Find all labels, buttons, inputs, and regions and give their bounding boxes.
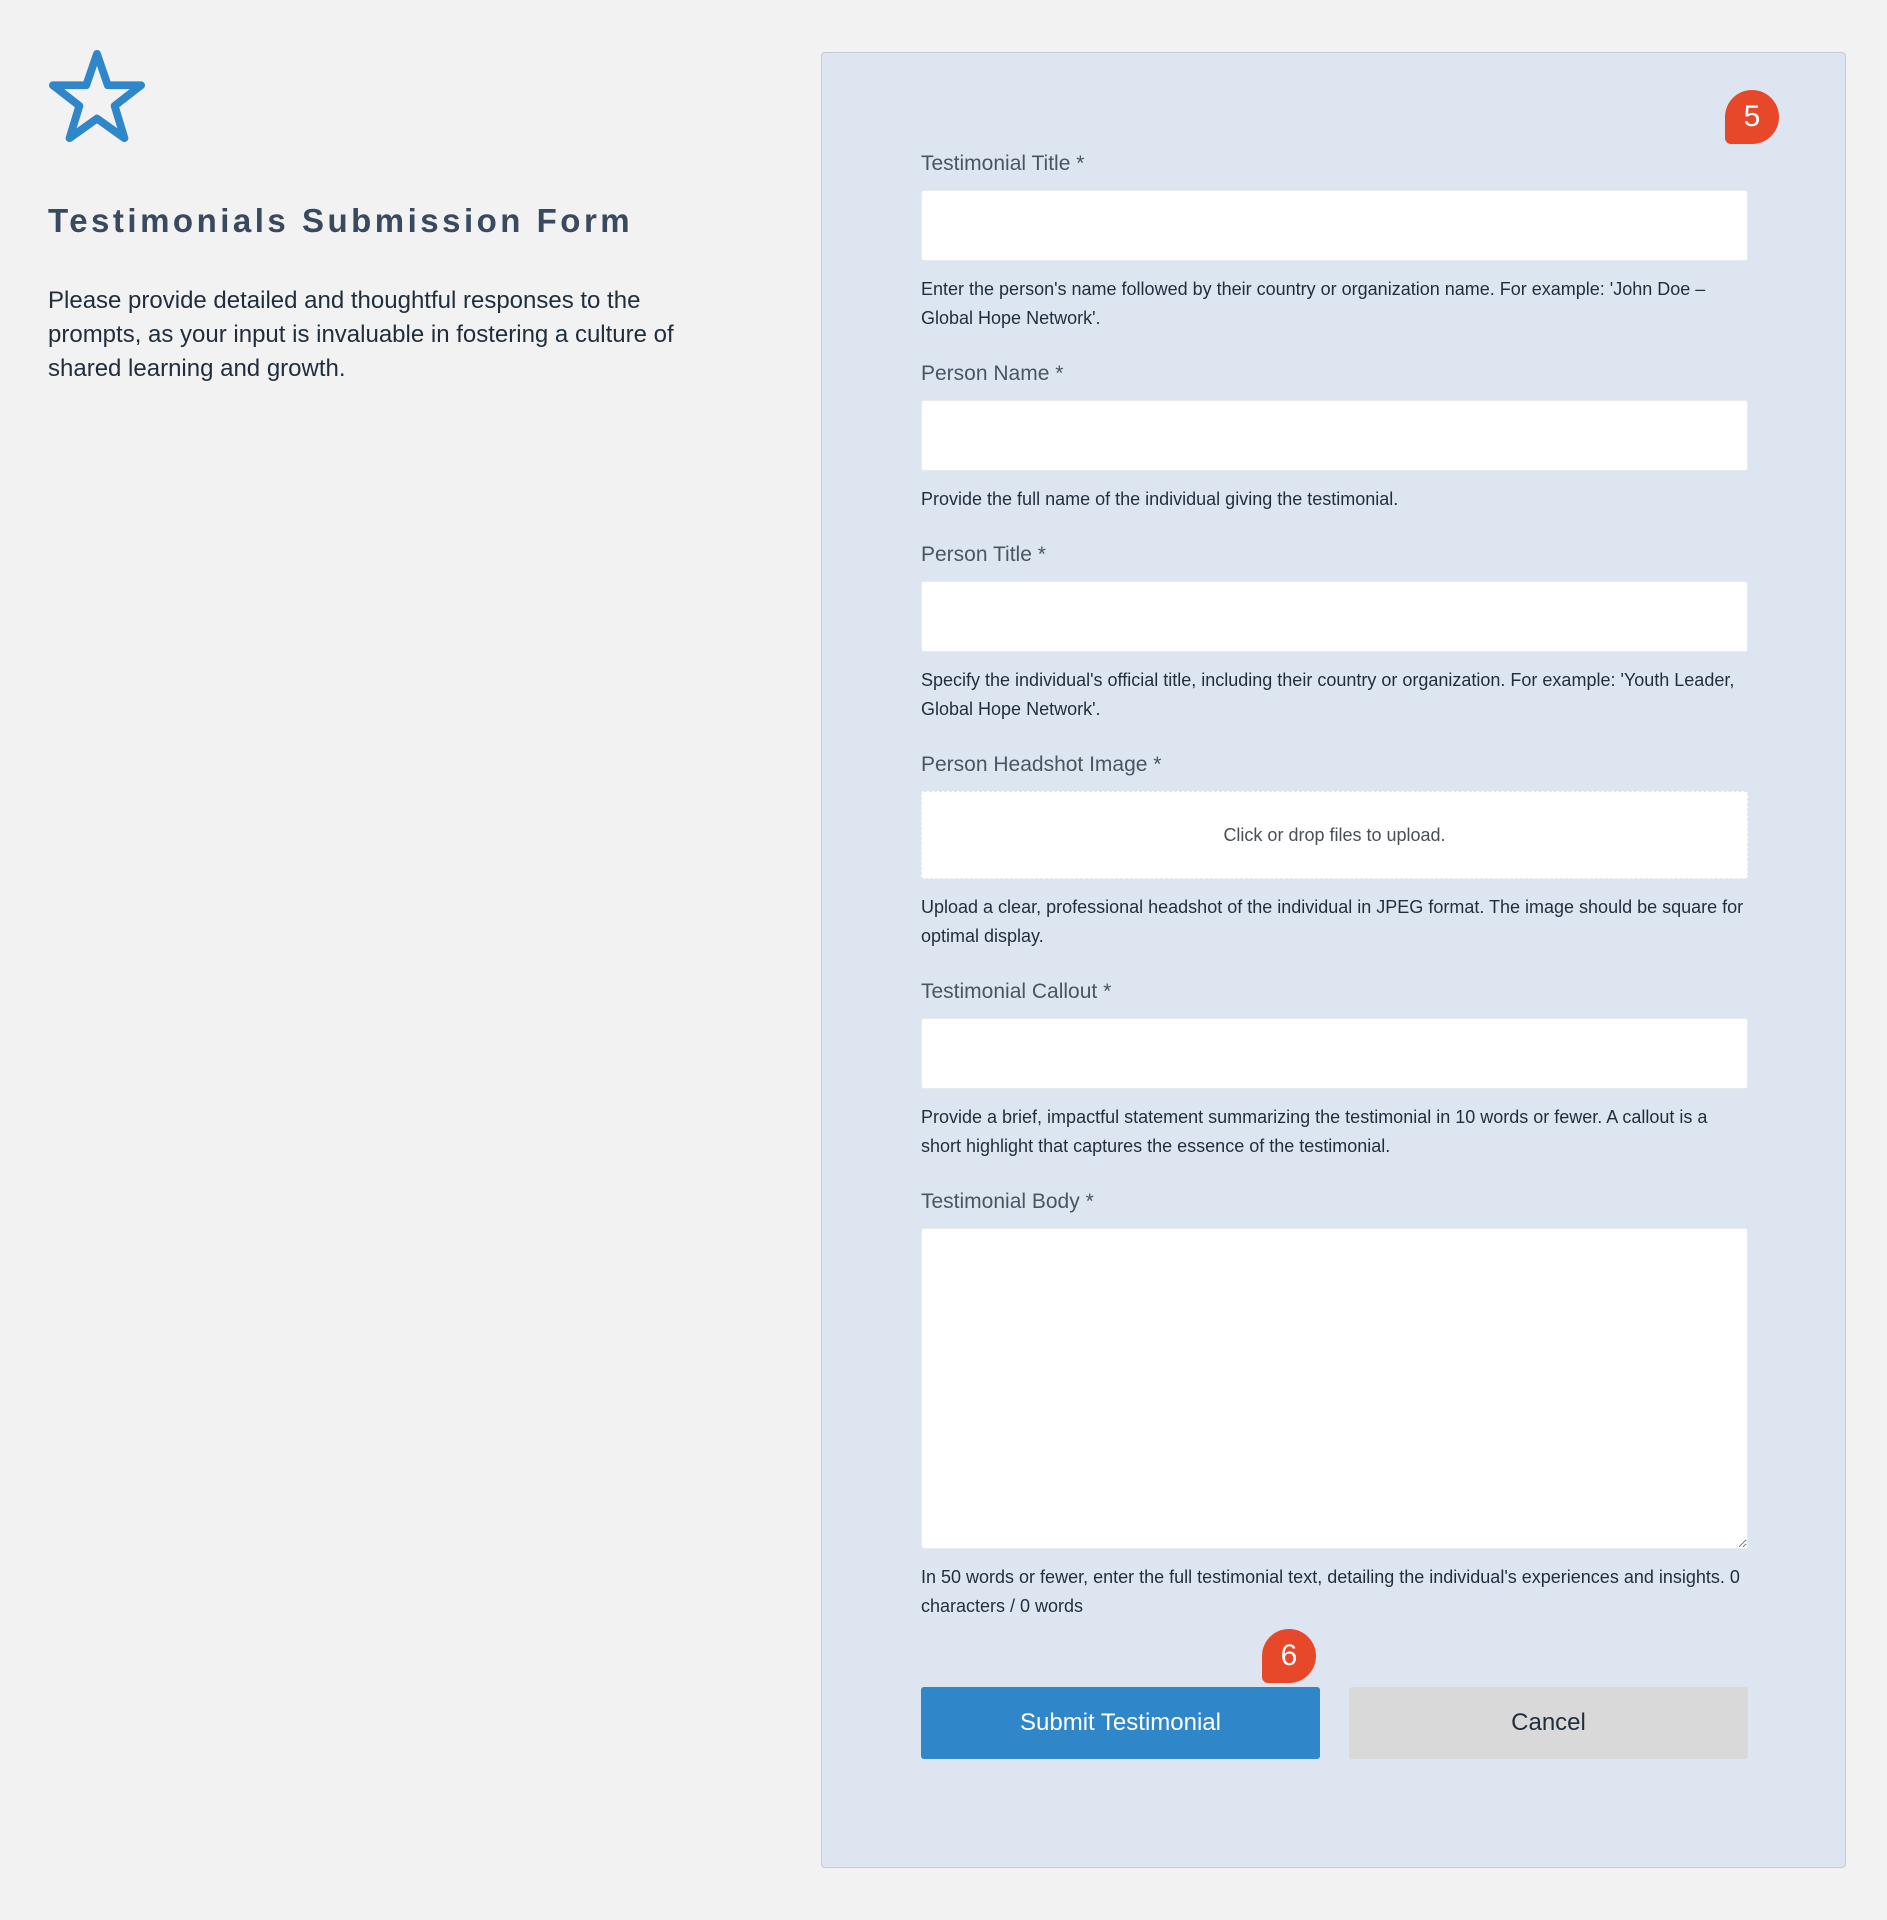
testimonial-title-group [921, 151, 1748, 333]
page-title: Testimonials Submission Form [48, 202, 634, 239]
person-name-label: Person Name * [921, 362, 1064, 385]
submit-testimonial-button[interactable]: Submit Testimonial [921, 1687, 1320, 1759]
form-panel [821, 52, 1846, 1868]
person-name-input[interactable] [921, 400, 1748, 471]
callout-label: Testimonial Callout * [921, 980, 1112, 1003]
headshot-help: Upload a clear, professional headshot of the individual in JPEG format. The image should be square for optimal display. [921, 897, 1744, 946]
body-help: In 50 words or fewer, enter the full testimonial text, detailing the individual's experiences and insights. 0 characters / 0 words [921, 1567, 1740, 1616]
headshot-upload-dropzone[interactable] [921, 791, 1748, 879]
cancel-button[interactable]: Cancel [1349, 1687, 1748, 1759]
annotation-badge-6: 6 [1262, 1629, 1316, 1683]
callout-help: Provide a brief, impactful statement summarizing the testimonial in 10 words or fewer. A callout is a short highlight that captures the essence of the testimonial. [921, 1107, 1708, 1156]
testimonial-title-input[interactable] [921, 190, 1748, 261]
intro-text: Please provide detailed and thoughtful responses to the prompts, as your input is invaluable in fostering a culture of shared learning and growth. [48, 287, 674, 382]
intro-column [48, 48, 728, 386]
person-title-help: Specify the individual's official title, including their country or organization. For example: 'Youth Leader, Global Hope Network'. [921, 670, 1735, 719]
headshot-label: Person Headshot Image * [921, 753, 1162, 776]
callout-input[interactable] [921, 1018, 1748, 1089]
testimonial-form [921, 151, 1748, 1759]
person-name-group [921, 361, 1748, 514]
headshot-group [921, 752, 1748, 951]
form-actions [921, 1639, 1748, 1759]
person-title-group [921, 542, 1748, 724]
callout-group [921, 979, 1748, 1161]
testimonial-title-label: Testimonial Title * [921, 152, 1085, 175]
annotation-badge-5: 5 [1725, 90, 1779, 144]
body-label: Testimonial Body * [921, 1190, 1094, 1213]
person-name-help: Provide the full name of the individual giving the testimonial. [921, 489, 1399, 509]
testimonial-title-help: Enter the person's name followed by their country or organization name. For example: 'John Doe – Global Hope Network'. [921, 279, 1706, 328]
person-title-label: Person Title * [921, 543, 1046, 566]
body-textarea[interactable] [921, 1228, 1748, 1549]
person-title-input[interactable] [921, 581, 1748, 652]
body-group [921, 1189, 1748, 1621]
star-icon [48, 48, 146, 146]
upload-text: Click or drop files to upload. [1223, 824, 1446, 845]
